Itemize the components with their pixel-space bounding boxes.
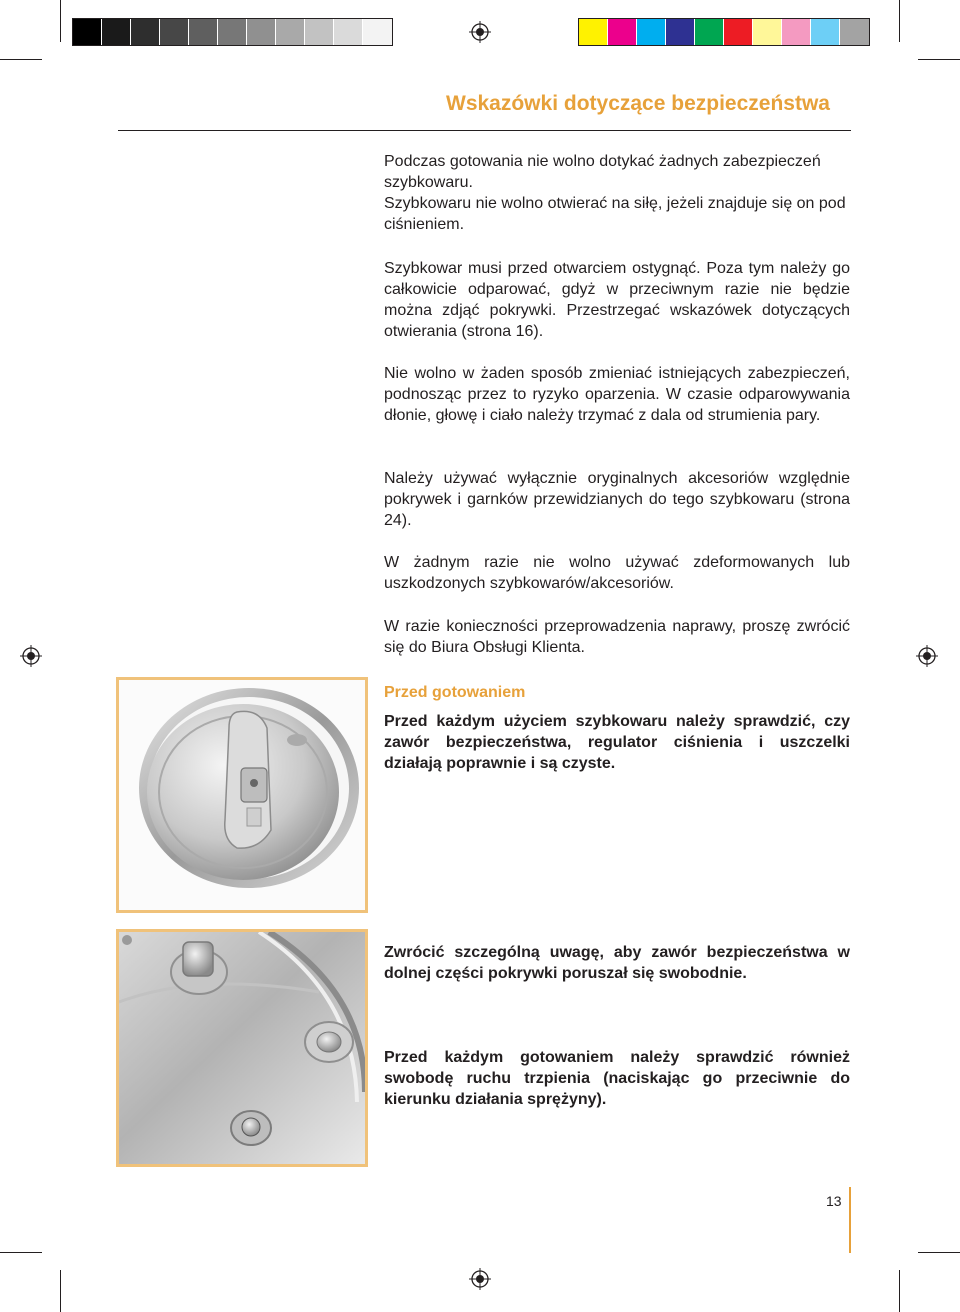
color-swatch xyxy=(753,19,782,45)
paragraph-check-valves: Przed każdym użyciem szybkowaru należy sprawdzić, czy zawór bezpieczeństwa, regulator ciśnienia i uszczelki działają poprawnie i są czyste. xyxy=(384,713,850,772)
paragraph-cooling: Szybkowar musi przed otwarciem ostygnąć. Poza tym należy go całkowicie odparować, gdyż w przeciwnym razie nie będzie można zdjąć pokrywki. Przestrzegać wskazówek dotyczących otwierania (strona 16). xyxy=(384,260,850,340)
page-number-divider xyxy=(849,1187,851,1253)
crop-mark xyxy=(918,59,960,60)
color-swatch xyxy=(840,19,869,45)
color-swatch xyxy=(811,19,840,45)
page-title: Wskazówki dotyczące bezpieczeństwa xyxy=(446,92,830,115)
color-swatch xyxy=(608,19,637,45)
paragraph-line: Szybkowaru nie wolno otwierać na siłę, jeżeli znajduje się on pod ciśnieniem. xyxy=(384,195,846,233)
color-swatch xyxy=(666,19,695,45)
color-swatch xyxy=(724,19,753,45)
title-divider xyxy=(118,130,851,131)
color-swatch xyxy=(73,19,102,45)
paragraph-repair: W razie konieczności przeprowadzenia naprawy, proszę zwrócić się do Biura Obsługi Klienta. xyxy=(384,618,850,656)
lid-underside-photo xyxy=(116,929,368,1167)
paragraph-pin-check: Przed każdym gotowaniem należy sprawdzić również swobodę ruchu trzpienia (naciskając go przeciwnie do kierunku działania sprężyny). xyxy=(384,1049,850,1108)
color-swatch xyxy=(276,19,305,45)
crop-mark xyxy=(0,1252,42,1253)
paragraph-deformed: W żadnym razie nie wolno używać zdeformowanych lub uszkodzonych szybkowarów/akcesoriów. xyxy=(384,554,850,592)
section-heading: Przed gotowaniem xyxy=(384,684,526,701)
page-number: 13 xyxy=(826,1193,842,1209)
color-swatch xyxy=(782,19,811,45)
gray-color-bar xyxy=(72,18,393,46)
color-swatch xyxy=(102,19,131,45)
color-swatch xyxy=(160,19,189,45)
crop-mark xyxy=(899,0,900,42)
color-swatch xyxy=(305,19,334,45)
crop-mark xyxy=(0,59,42,60)
color-swatch xyxy=(218,19,247,45)
lid-top-illustration xyxy=(119,680,365,910)
registration-mark-icon xyxy=(469,21,491,43)
color-swatch xyxy=(247,19,276,45)
paragraph-modification: Nie wolno w żaden sposób zmieniać istniejących zabezpieczeń, podnosząc przez to ryzyko oparzenia. W czasie odparowywania dłonie, głowę i ciało należy trzymać z dala od strumienia pary. xyxy=(384,365,850,424)
color-swatch xyxy=(334,19,363,45)
paragraph-touch-safety xyxy=(384,151,850,235)
registration-mark-icon xyxy=(916,645,938,667)
crop-mark xyxy=(918,1252,960,1253)
crop-mark xyxy=(899,1270,900,1312)
color-swatch xyxy=(189,19,218,45)
crop-mark xyxy=(60,1270,61,1312)
color-swatch xyxy=(579,19,608,45)
lid-top-photo xyxy=(116,677,368,913)
paragraph-accessories: Należy używać wyłącznie oryginalnych akcesoriów względnie pokrywek i garnków przewidzianych do tego szybkowaru (strona 24). xyxy=(384,470,850,529)
registration-mark-icon xyxy=(20,645,42,667)
registration-mark-icon xyxy=(469,1268,491,1290)
paragraph-line: Podczas gotowania nie wolno dotykać żadnych zabezpieczeń szybkowaru. xyxy=(384,153,821,191)
process-color-bar xyxy=(578,18,870,46)
lid-underside-illustration xyxy=(119,932,365,1164)
crop-mark xyxy=(60,0,61,42)
color-swatch xyxy=(363,19,392,45)
color-swatch xyxy=(637,19,666,45)
color-swatch xyxy=(695,19,724,45)
color-swatch xyxy=(131,19,160,45)
paragraph-safety-valve: Zwrócić szczególną uwagę, aby zawór bezpieczeństwa w dolnej części pokrywki poruszał się swobodnie. xyxy=(384,944,850,982)
